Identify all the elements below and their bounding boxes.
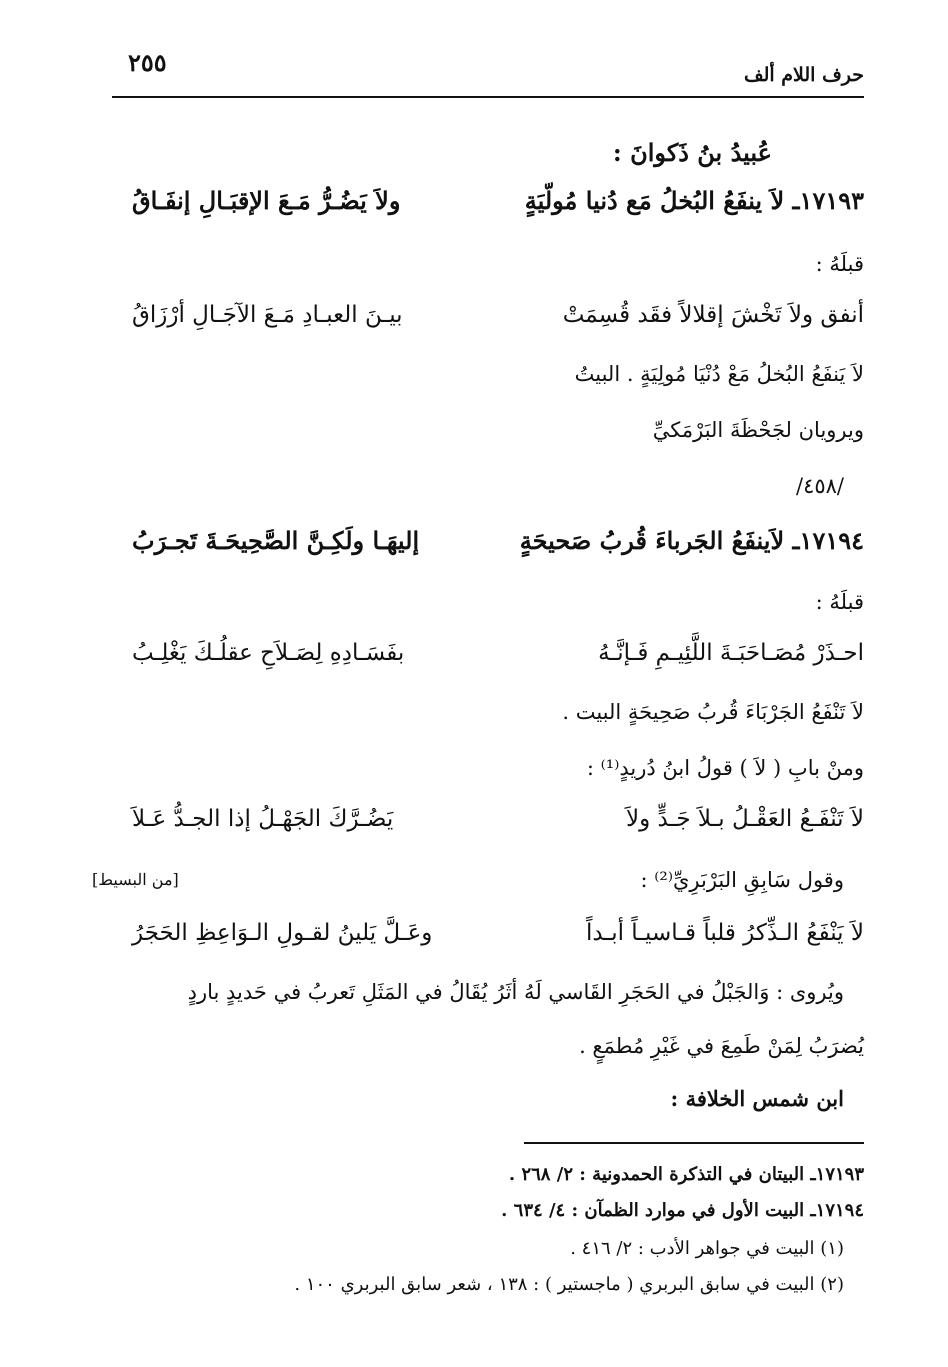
verse-first-hemistich: لاَ يَنْفَعُ الـذِّكرُ قلباً قـاسيـاً أبـداً [586, 920, 864, 946]
qablahu-label: قبلَهُ : [815, 590, 864, 614]
section-intro: وقول سَابِقِ البَرْبَرِيِّ⁽²⁾ : [640, 868, 844, 892]
repeated-line: لاَ تَنْفَعُ الجَرْبَاءَ قُربُ صَحِيحَةٍ البيت . [562, 700, 864, 724]
verse-17193-first-hemistich: ١٧١٩٣ـ لاَ ينفَعُ البُخلُ مَع دُنيا مُولّيَةٍ [524, 186, 864, 215]
header-rule [112, 96, 864, 98]
verse-first-hemistich: لاَ تَنْفَـعُ العَقْـلُ بـلاَ جَـدٍّ ولاَ [625, 806, 864, 832]
verse-17193-second-hemistich: ولاَ يَضُـرُّ مَـعَ الإقبَـالِ إنفَـاقُ [132, 186, 401, 215]
attribution-line: ويرويان لجَحْظَةَ البَرْمَكيِّ [652, 418, 864, 442]
verse-second-hemistich: بيـنَ العبـادِ مَـعَ الآجَـالِ أرْزَاقُ [132, 302, 403, 328]
footnote: ١٧١٩٣ـ البيتان في التذكرة الحمدونية : ٢/ ٢٦٨ . [508, 1164, 864, 1185]
meter-label: [من البسيط] [92, 870, 179, 889]
verse-17194-second-hemistich: إليهَـا ولَكِـنَّ الصَّحِيحَـةَ تَجـرَبُ [132, 526, 420, 555]
footnote-rule [524, 1142, 864, 1144]
repeated-line: لاَ يَنفَعُ البُخلُ مَعْ دُنْيَا مُولِيَةٍ . البيتُ [574, 362, 864, 386]
variant-line: ويُروى : وَالجَبْلُ في الحَجَرِ القَاسي لَهُ أثَرُ يُقَالُ في المَثَلِ تَعربُ في حَديدٍ باردٍ [187, 980, 844, 1004]
verse-second-hemistich: وعَـلَّ يَلينُ لقـولِ الـوَاعِظِ الحَجَرُ [132, 920, 433, 946]
verse-first-hemistich: احـذَرْ مُصَـاحَبَـةَ اللَّئِيـمِ فَـإنَّـهُ [598, 640, 864, 666]
page-number: ٢٥٥ [128, 48, 167, 77]
qablahu-label: قبلَهُ : [815, 252, 864, 276]
footnote: ١٧١٩٤ـ البيت الأول في موارد الظمآن : ٤/ ٦٣٤ . [501, 1200, 864, 1221]
verse-second-hemistich: يَضُـرَّكَ الجَهْـلُ إذا الجـدُّ عَـلاَ [132, 806, 394, 832]
poet-name: ابن شمس الخلافة : [670, 1086, 844, 1111]
poet-name: عُبيدُ بنُ ذَكوانَ : [612, 138, 772, 167]
verse-second-hemistich: بفَسَـادِهِ لِصَـلاَحِ عقلُـكَ يَغْلِـبُ [132, 640, 405, 666]
running-title: حرف اللام ألف [743, 64, 864, 86]
footnote: (١) البيت في جواهر الأدب : ٢/ ٤١٦ . [570, 1238, 844, 1259]
variant-line-continued: يُضرَبُ لِمَنْ طَمِعَ في غَيْرِ مُطمَعٍ . [579, 1034, 864, 1058]
verse-first-hemistich: أنفق ولاَ تَخْشَ إقلالاً فقَد قُسِمَتْ [562, 302, 864, 328]
verse-17194-first-hemistich: ١٧١٩٤ـ لاَينفَعُ الجَرباءَ قُربُ صَحيحَةٍ [519, 526, 864, 555]
footnote: (٢) البيت في سابق البربري ( ماجستير ) : ١٣٨ ، شعر سابق البربري ١٠٠ . [294, 1274, 844, 1295]
section-intro: ومنْ بابِ ( لاَ ) قولُ ابنُ دُريدٍ⁽¹⁾ : [586, 756, 864, 780]
reference-number: /٤٥٨/ [796, 474, 844, 498]
